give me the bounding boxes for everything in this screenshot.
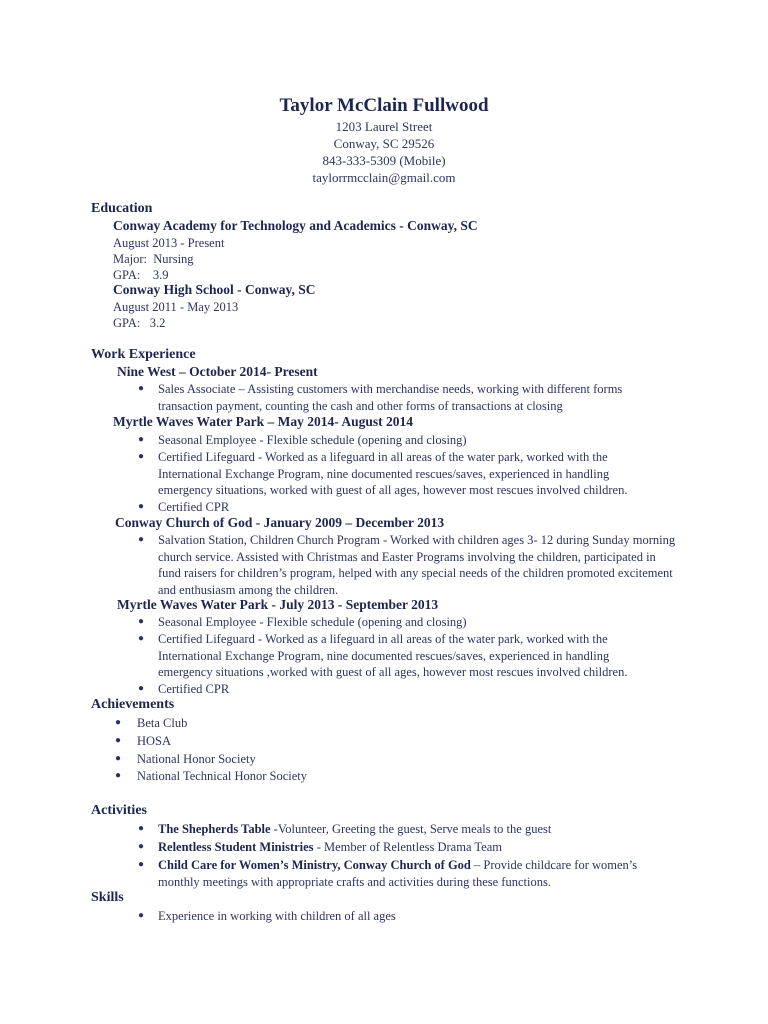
bullet-icon: ● [115,717,122,728]
achievement-item [115,715,675,732]
bullet-text: Certified CPR [158,500,230,514]
achievement-text: National Honor Society [137,752,256,766]
activity-2-description: - Member of Relentless Drama Team [313,840,502,854]
bullet-icon: ● [115,753,122,764]
bullet-icon: ● [138,534,145,545]
phone-number: 843-333-5309 (Mobile) [322,153,446,168]
school-1-name: Conway Academy for Technology and Academics - Conway, SC [113,218,478,233]
activity-1-description: -Volunteer, Greeting the guest, Serve meals to the guest [270,822,552,836]
job-2-title: Myrtle Waves Water Park – May 2014- August 2014 [113,414,413,429]
bullet-text: Seasonal Employee - Flexible schedule (opening and closing) [158,433,467,447]
education-heading: Education [91,201,153,216]
bullet-icon: ● [138,383,145,394]
bullet-text: Certified Lifeguard - Worked as a lifeguard in all areas of the water park, worked with the International Exchange Program, nine documented rescues/saves, experienced in handling emergency situations, worked with guest of all ages, however most rescues involved children. [158,450,628,497]
job-3-bullet-1 [138,532,678,598]
school-2-name: Conway High School - Conway, SC [113,282,316,297]
achievement-item [115,733,675,750]
achievement-item [115,768,675,785]
resume-header [0,94,768,186]
activity-3-name: Child Care for Women’s Ministry, Conway Church of God [158,858,471,872]
activity-item-3 [138,857,668,890]
bullet-icon: ● [115,770,122,781]
skill-item-1 [138,908,698,925]
school-2-gpa: GPA: 3.2 [113,316,166,330]
bullet-icon: ● [138,823,145,834]
achievement-text: Beta Club [137,716,188,730]
achievement-text: HOSA [137,734,172,748]
job-2-bullet-3 [138,499,698,516]
activity-item-1 [138,821,698,838]
address-line-2: Conway, SC 29526 [333,136,435,151]
email-address: taylorrmcclain@gmail.com [312,170,456,185]
bullet-icon: ● [138,501,145,512]
bullet-text: Certified CPR [158,682,230,696]
bullet-icon: ● [138,451,145,462]
bullet-icon: ● [138,910,145,921]
bullet-icon: ● [138,683,145,694]
job-4-bullet-1 [138,614,698,631]
activity-item-2 [138,839,698,856]
school-1-gpa: GPA: 3.9 [113,268,169,282]
job-4-title: Myrtle Waves Water Park - July 2013 - September 2013 [117,597,439,612]
achievements-heading: Achievements [91,697,175,712]
address-line-1: 1203 Laurel Street [335,119,433,134]
activity-1-name: The Shepherds Table [158,822,271,836]
bullet-icon: ● [138,859,145,870]
skills-heading: Skills [91,890,124,905]
skill-text: Experience in working with children of all ages [158,909,396,923]
job-3-title: Conway Church of God - January 2009 – December 2013 [115,515,445,530]
job-2-bullet-1 [138,432,698,449]
bullet-text: Certified Lifeguard - Worked as a lifeguard in all areas of the water park, worked with the International Exchange Program, nine documented rescues/saves, experienced in handling emergency situations ,worked with guest of all ages, however most rescues involved children. [158,632,628,679]
achievement-item [115,751,675,768]
activities-heading: Activities [91,803,147,818]
bullet-icon: ● [115,735,122,746]
work-experience-heading: Work Experience [91,347,196,362]
job-4-bullet-2 [138,631,663,681]
bullet-icon: ● [138,616,145,627]
school-1-major: Major: Nursing [113,252,194,266]
job-1-bullet-1 [138,381,658,414]
achievement-text: National Technical Honor Society [137,769,308,783]
activity-3-description: – Provide childcare for women’s monthly meetings with appropriate crafts and activities during these functions. [158,858,638,889]
bullet-icon: ● [138,841,145,852]
school-2-dates: August 2011 - May 2013 [113,300,239,314]
activity-2-name: Relentless Student Ministries [158,840,314,854]
bullet-icon: ● [138,434,145,445]
job-2-bullet-2 [138,449,658,499]
bullet-text: Sales Associate – Assisting customers with merchandise needs, working with different forms transaction payment, counting the cash and other forms of transactions at closing [158,382,623,413]
bullet-text: Salvation Station, Children Church Program - Worked with children ages 3- 12 during Sunday morning church service. Assisted with Christmas and Easter Programs involving the children, participated in fund raisers for children’s program, helped with any special needs of the children promoted excitement and enthusiasm among the children. [158,533,676,597]
job-4-bullet-3 [138,681,698,698]
job-1-title: Nine West – October 2014- Present [117,364,318,379]
bullet-text: Seasonal Employee - Flexible schedule (opening and closing) [158,615,467,629]
candidate-name: Taylor McClain Fullwood [279,95,489,116]
school-1-dates: August 2013 - Present [113,236,225,250]
bullet-icon: ● [138,633,145,644]
